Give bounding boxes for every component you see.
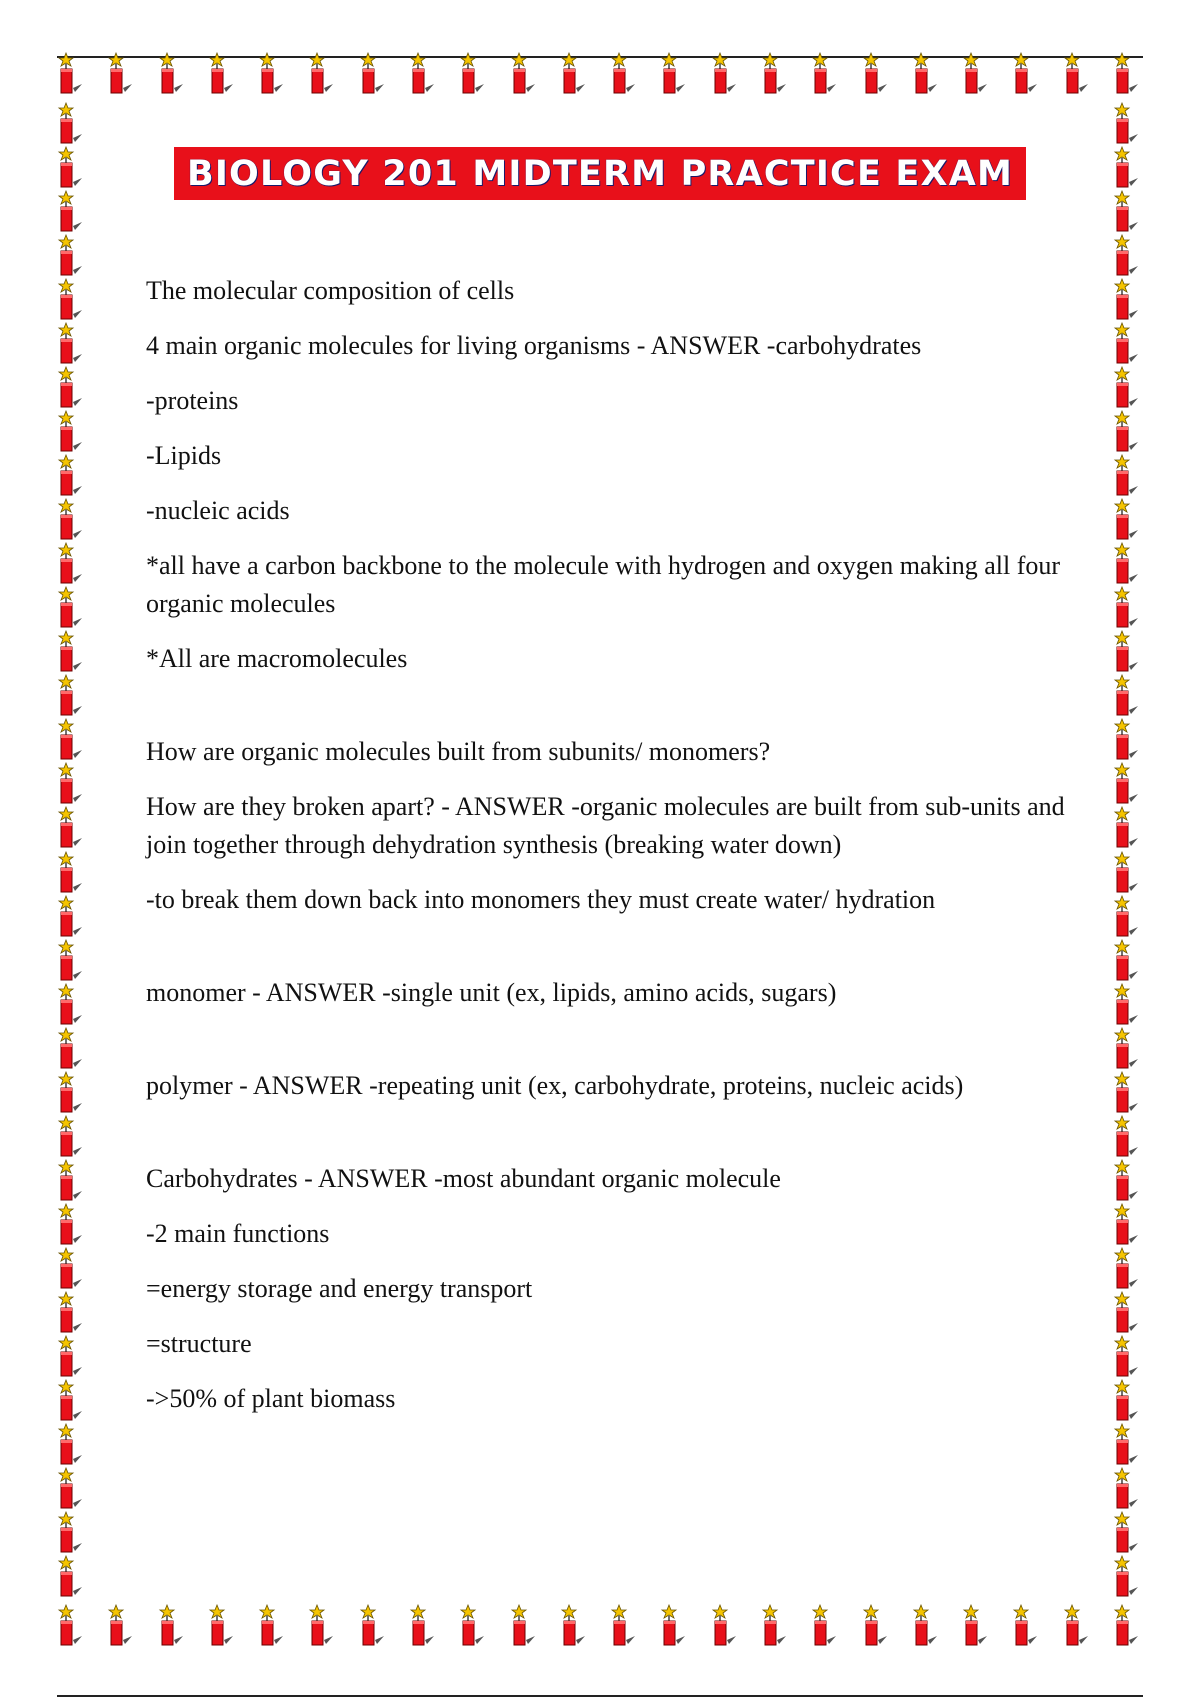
firecracker-icon [1113, 1555, 1143, 1599]
text-line: monomer - ANSWER -single unit (ex, lipids, amino acids, sugars) [146, 978, 837, 1007]
firecracker-icon [1113, 1027, 1143, 1071]
firecracker-icon [57, 190, 87, 234]
firecracker-icon [57, 278, 87, 322]
firecracker-icon [57, 1467, 87, 1511]
firecracker-icon [57, 102, 87, 146]
firecracker-icon [912, 52, 942, 96]
text-line: *All are macromolecules [146, 644, 408, 673]
firecracker-icon [308, 1604, 338, 1648]
firecracker-icon [962, 1604, 992, 1648]
firecracker-icon [1113, 718, 1143, 762]
firecracker-icon [1113, 190, 1143, 234]
text-line: 4 main organic molecules for living organisms - ANSWER -carbohydrates [146, 331, 922, 360]
text-line: -to break them down back into monomers they must create water/ hydration [146, 885, 936, 914]
firecracker-icon [761, 52, 791, 96]
firecracker-icon [57, 895, 87, 939]
firecracker-icon [57, 498, 87, 542]
firecracker-icon [409, 52, 439, 96]
firecracker-icon [1113, 498, 1143, 542]
text-line: -2 main functions [146, 1219, 330, 1248]
firecracker-icon [1113, 1379, 1143, 1423]
firecracker-icon [158, 52, 188, 96]
firecracker-icon [912, 1604, 942, 1648]
firecracker-icon [1113, 1247, 1143, 1291]
firecracker-icon [57, 454, 87, 498]
firecracker-icon [1063, 1604, 1093, 1648]
firecracker-icon [57, 983, 87, 1027]
text-line: -proteins [146, 386, 239, 415]
firecracker-icon [1113, 1423, 1143, 1467]
firecracker-icon [57, 1604, 87, 1648]
firecracker-icon [57, 586, 87, 630]
firecracker-icon [57, 1335, 87, 1379]
firecracker-icon [862, 1604, 892, 1648]
text-line: Carbohydrates - ANSWER -most abundant organic molecule [146, 1164, 781, 1193]
firecracker-icon [158, 1604, 188, 1648]
firecracker-icon [57, 851, 87, 895]
firecracker-icon [57, 1247, 87, 1291]
firecracker-icon [57, 762, 87, 806]
firecracker-icon [610, 52, 640, 96]
firecracker-icon [1012, 1604, 1042, 1648]
firecracker-icon [57, 146, 87, 190]
firecracker-icon [57, 939, 87, 983]
firecracker-icon [57, 234, 87, 278]
firecracker-icon [1113, 939, 1143, 983]
firecracker-icon [1113, 806, 1143, 850]
firecracker-icon [811, 52, 841, 96]
firecracker-icon [57, 1379, 87, 1423]
firecracker-icon [1113, 102, 1143, 146]
firecracker-icon [1113, 630, 1143, 674]
firecracker-icon [57, 410, 87, 454]
text-line: The molecular composition of cells [146, 276, 515, 305]
firecracker-icon [660, 1604, 690, 1648]
firecracker-icon [258, 1604, 288, 1648]
firecracker-icon [57, 322, 87, 366]
firecracker-icon [1113, 1291, 1143, 1335]
firecracker-icon [359, 52, 389, 96]
firecracker-icon [1113, 322, 1143, 366]
firecracker-icon [560, 52, 590, 96]
text-line: -Lipids [146, 441, 222, 470]
firecracker-icon [1113, 1115, 1143, 1159]
firecracker-icon [459, 52, 489, 96]
firecracker-icon [1113, 542, 1143, 586]
firecracker-icon [1113, 586, 1143, 630]
firecracker-icon [1113, 454, 1143, 498]
firecracker-icon [409, 1604, 439, 1648]
firecracker-icon [1113, 1159, 1143, 1203]
firecracker-icon [359, 1604, 389, 1648]
firecracker-icon [1113, 278, 1143, 322]
firecracker-icon [962, 52, 992, 96]
firecracker-icon [107, 52, 137, 96]
firecracker-icon [862, 52, 892, 96]
firecracker-icon [1113, 234, 1143, 278]
firecracker-icon [660, 52, 690, 96]
firecracker-icon [1113, 1203, 1143, 1247]
firecracker-icon [711, 52, 741, 96]
firecracker-icon [1113, 983, 1143, 1027]
exam-content [146, 272, 1066, 1418]
firecracker-icon [57, 1555, 87, 1599]
text-line: -nucleic acids [146, 496, 290, 525]
firecracker-icon [1113, 674, 1143, 718]
firecracker-icon [258, 52, 288, 96]
firecracker-icon [811, 1604, 841, 1648]
firecracker-icon [308, 52, 338, 96]
firecracker-icon [57, 674, 87, 718]
firecracker-icon [610, 1604, 640, 1648]
firecracker-icon [1113, 410, 1143, 454]
firecracker-icon [57, 1159, 87, 1203]
firecracker-icon [1113, 1335, 1143, 1379]
firecracker-icon [1113, 895, 1143, 939]
firecracker-icon [1113, 146, 1143, 190]
firecracker-icon [57, 806, 87, 850]
firecracker-icon [1113, 52, 1143, 96]
firecracker-icon [1113, 1467, 1143, 1511]
firecracker-icon [57, 1511, 87, 1555]
text-line: *all have a carbon backbone to the molecule with hydrogen and oxygen making all four organic molecules [146, 551, 1061, 618]
firecracker-icon [1113, 1071, 1143, 1115]
firecracker-icon [57, 630, 87, 674]
text-line: ->50% of plant biomass [146, 1384, 396, 1413]
firecracker-icon [1113, 1511, 1143, 1555]
firecracker-icon [1113, 762, 1143, 806]
firecracker-icon [560, 1604, 590, 1648]
firecracker-icon [57, 1291, 87, 1335]
text-line: polymer - ANSWER -repeating unit (ex, carbohydrate, proteins, nucleic acids) [146, 1071, 964, 1100]
firecracker-icon [57, 718, 87, 762]
firecracker-icon [1063, 52, 1093, 96]
firecracker-icon [1012, 52, 1042, 96]
firecracker-icon [57, 52, 87, 96]
firecracker-icon [57, 1423, 87, 1467]
firecracker-icon [57, 1203, 87, 1247]
bottom-rule [57, 1695, 1143, 1697]
firecracker-icon [1113, 851, 1143, 895]
firecracker-icon [208, 1604, 238, 1648]
firecracker-icon [57, 542, 87, 586]
text-line: =energy storage and energy transport [146, 1274, 533, 1303]
text-line: How are organic molecules built from subunits/ monomers? [146, 737, 771, 766]
firecracker-icon [57, 1115, 87, 1159]
firecracker-icon [1113, 366, 1143, 410]
firecracker-icon [208, 52, 238, 96]
firecracker-icon [107, 1604, 137, 1648]
firecracker-icon [57, 1071, 87, 1115]
firecracker-icon [711, 1604, 741, 1648]
firecracker-icon [57, 366, 87, 410]
text-line: =structure [146, 1329, 252, 1358]
firecracker-icon [1113, 1604, 1143, 1648]
firecracker-icon [761, 1604, 791, 1648]
firecracker-icon [57, 1027, 87, 1071]
firecracker-icon [459, 1604, 489, 1648]
firecracker-icon [510, 52, 540, 96]
text-line: How are they broken apart? - ANSWER -organic molecules are built from sub-units and join together through dehydration synthesis (breaking water down) [146, 792, 1065, 859]
exam-title: BIOLOGY 201 MIDTERM PRACTICE EXAM [174, 147, 1026, 200]
firecracker-icon [510, 1604, 540, 1648]
